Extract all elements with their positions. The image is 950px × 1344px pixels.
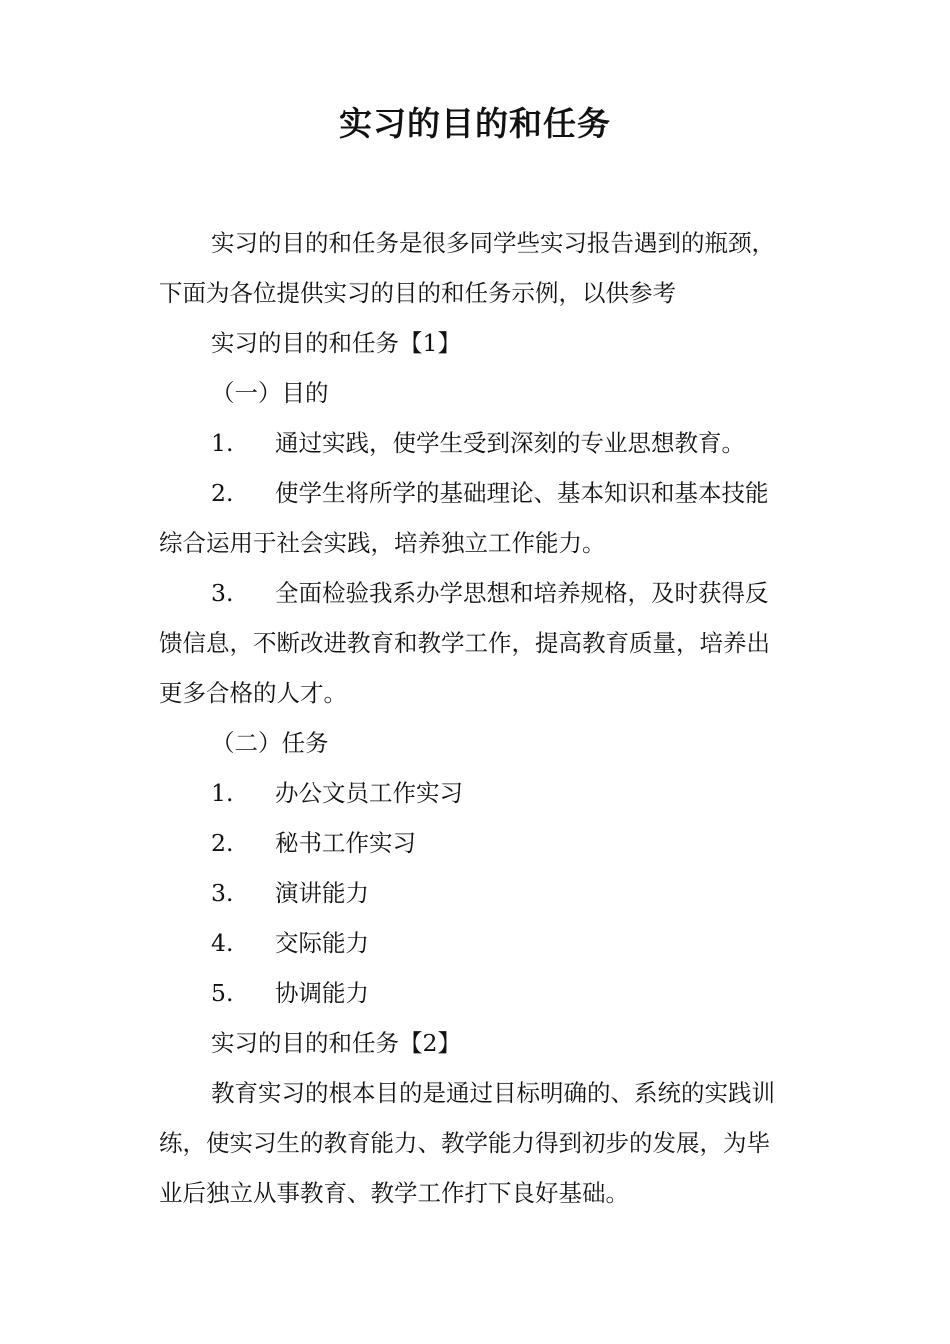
item-number: 1. — [211, 429, 234, 457]
document-body — [159, 218, 791, 1218]
purpose-label: （一）目的 — [211, 379, 329, 407]
document-title: 实习的目的和任务 — [339, 104, 611, 143]
item-number: 5. — [211, 979, 234, 1007]
intro-paragraph: 实习的目的和任务是很多同学些实习报告遇到的瓶颈，下面为各位提供实习的目的和任务示例，以供参考 — [159, 229, 775, 307]
item-number: 4. — [211, 929, 234, 957]
item-number: 2. — [211, 479, 234, 507]
item-text: 协调能力 — [275, 979, 369, 1007]
item-text: 交际能力 — [275, 929, 369, 957]
item-text: 通过实践，使学生受到深刻的专业思想教育。 — [275, 429, 745, 457]
tasks-label: （二）任务 — [211, 729, 329, 757]
item-number: 3. — [211, 579, 234, 607]
purpose-item — [159, 568, 791, 718]
item-text: 演讲能力 — [275, 879, 369, 907]
section-2-heading: 实习的目的和任务【2】 — [211, 1029, 461, 1057]
item-number: 2. — [211, 829, 234, 857]
purpose-item — [159, 418, 791, 468]
task-item — [159, 968, 791, 1018]
section-2-paragraph: 教育实习的根本目的是通过目标明确的、系统的实践训练，使实习生的教育能力、教学能力得到初步的发展，为毕业后独立从事教育、教学工作打下良好基础。 — [159, 1079, 775, 1207]
item-text: 全面检验我系办学思想和培养规格，及时获得反馈信息，不断改进教育和教学工作，提高教育质量，培养出更多合格的人才。 — [159, 579, 770, 707]
section-1-heading: 实习的目的和任务【1】 — [211, 329, 461, 357]
task-item — [159, 868, 791, 918]
task-item — [159, 818, 791, 868]
task-item — [159, 918, 791, 968]
purpose-item — [159, 468, 791, 568]
task-item — [159, 768, 791, 818]
item-number: 3. — [211, 879, 234, 907]
item-text: 秘书工作实习 — [275, 829, 416, 857]
item-text: 办公文员工作实习 — [275, 779, 463, 807]
item-text: 使学生将所学的基础理论、基本知识和基本技能综合运用于社会实践，培养独立工作能力。 — [159, 479, 769, 557]
item-number: 1. — [211, 779, 234, 807]
